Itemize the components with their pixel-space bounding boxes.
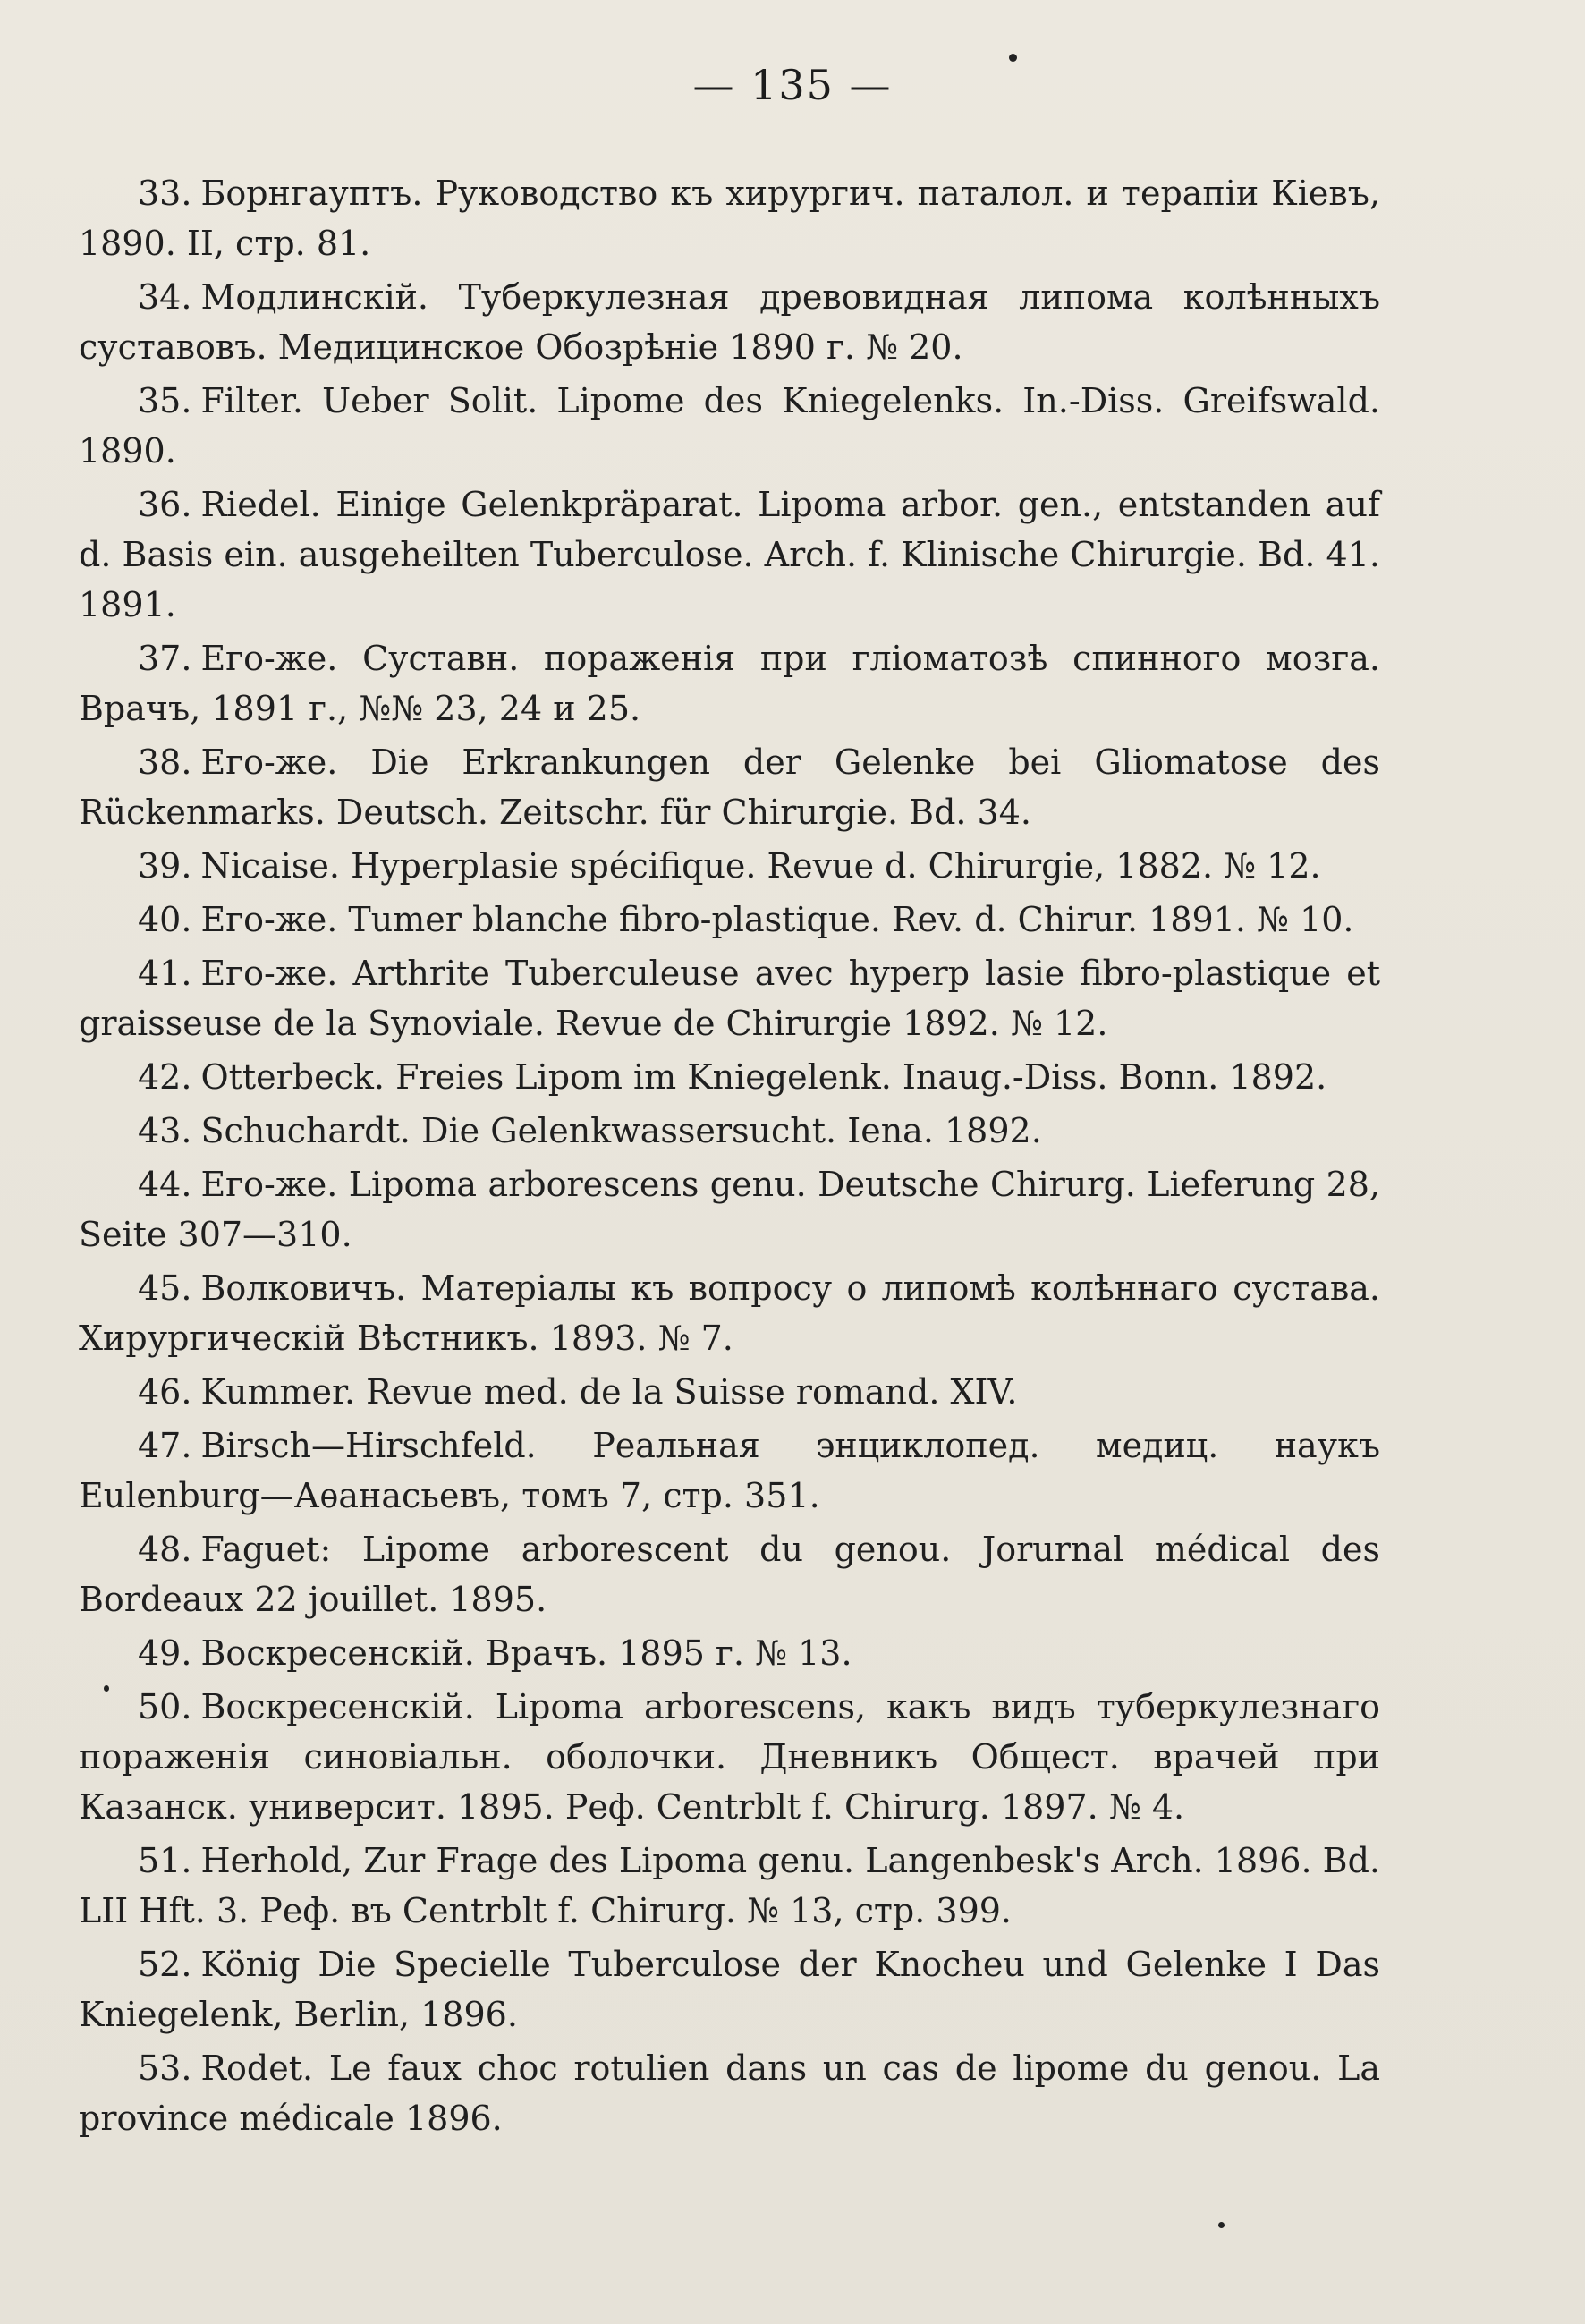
reference-number: 42.: [138, 1057, 192, 1097]
reference-item: [79, 1106, 1380, 1156]
reference-number: 49.: [138, 1633, 192, 1673]
reference-number: 43.: [138, 1111, 192, 1150]
reference-item: [79, 948, 1380, 1048]
reference-number: 40.: [138, 900, 192, 939]
reference-number: 52.: [138, 1945, 192, 1984]
reference-number: 38.: [138, 742, 192, 782]
reference-text: Herhold, Zur Frage des Lipoma genu. Langenbesk's Arch. 1896. Bd. LII Hft. 3. Реф. въ Centrblt f. Chirurg. № 13, стр. 399.: [79, 1841, 1380, 1930]
reference-item: [79, 633, 1380, 734]
reference-text: Kummer. Revue med. de la Suisse romand. XIV.: [200, 1372, 1018, 1412]
reference-item: [79, 1052, 1380, 1102]
reference-text: Воскресенскій. Врачъ. 1895 г. № 13.: [200, 1633, 852, 1673]
reference-text: Воскресенскій. Lipoma arborescens, какъ видъ туберкулезнаго пораженія синовіальн. оболочки. Дневникъ Общест. врачей при Казанск. университ. 1895. Реф. Centrblt f. Chirurg. 1897. № 4.: [79, 1687, 1380, 1827]
reference-text: Birsch—Hirschfeld. Реальная энциклопед. медиц. наукъ Eulenburg—Аѳанасьевъ, томъ 7, стр. 351.: [79, 1426, 1380, 1515]
reference-text: Модлинскій. Туберкулезная древовидная липома колѣнныхъ суставовъ. Медицинское Обозрѣніе 1890 г. № 20.: [79, 277, 1380, 367]
reference-item: [79, 272, 1380, 372]
reference-number: 37.: [138, 639, 192, 678]
reference-number: 48.: [138, 1530, 192, 1569]
reference-text: Schuchardt. Die Gelenkwassersucht. Iena. 1892.: [200, 1111, 1042, 1150]
print-speck: [1009, 54, 1017, 62]
reference-text: Его-же. Die Erkrankungen der Gelenke bei Gliomatose des Rückenmarks. Deutsch. Zeitschr. für Chirurgie. Bd. 34.: [79, 742, 1380, 832]
reference-number: 46.: [138, 1372, 192, 1412]
reference-item: [79, 1939, 1380, 2040]
reference-number: 53.: [138, 2048, 192, 2088]
reference-text: Riedel. Einige Gelenkpräparat. Lipoma arbor. gen., entstanden auf d. Basis ein. ausgeheilten Tuberculose. Arch. f. Klinische Chirurgie. Bd. 41. 1891.: [79, 485, 1380, 624]
reference-number: 44.: [138, 1165, 192, 1204]
reference-item: [79, 1524, 1380, 1624]
reference-item: [79, 737, 1380, 837]
page-number: — 135 —: [692, 61, 893, 109]
reference-text: Его-же. Суставн. пораженія при гліоматозѣ спинного мозга. Врачъ, 1891 г., №№ 23, 24 и 25.: [79, 639, 1380, 728]
reference-number: 51.: [138, 1841, 192, 1880]
reference-number: 45.: [138, 1268, 192, 1308]
reference-text: Волковичъ. Матеріалы къ вопросу о липомѣ колѣннаго сустава. Хирургическій Вѣстникъ. 1893. № 7.: [79, 1268, 1380, 1358]
reference-text: Его-же. Tumer blanche fibro-plastique. Rev. d. Chirur. 1891. № 10.: [200, 900, 1354, 939]
reference-number: 36.: [138, 485, 192, 524]
reference-text: Борнгауптъ. Руководство къ хирургич. паталол. и терапіи Кіевъ, 1890. II, стр. 81.: [79, 174, 1380, 263]
reference-item: [79, 2043, 1380, 2143]
reference-number: 33.: [138, 174, 192, 213]
reference-text: Faguet: Lipome arborescent du genou. Jorurnal médical des Bordeaux 22 jouillet. 1895.: [79, 1530, 1380, 1619]
reference-item: [79, 1367, 1380, 1417]
reference-text: Rodet. Le faux choc rotulien dans un cas de lipome du genou. La province médicale 1896.: [79, 2048, 1380, 2138]
reference-text: Otterbeck. Freies Lipom im Kniegelenk. Inaug.-Diss. Bonn. 1892.: [200, 1057, 1327, 1097]
reference-number: 47.: [138, 1426, 192, 1465]
reference-number: 50.: [138, 1687, 192, 1726]
reference-item: [79, 1421, 1380, 1521]
reference-item: [79, 1628, 1380, 1678]
reference-number: 35.: [138, 381, 192, 420]
reference-number: 41.: [138, 954, 192, 993]
reference-item: [79, 1159, 1380, 1260]
reference-number: 39.: [138, 846, 192, 886]
print-speck: [104, 1685, 109, 1692]
reference-item: [79, 1836, 1380, 1936]
reference-item: [79, 895, 1380, 945]
print-speck: [1218, 2222, 1225, 2228]
reference-text: Filter. Ueber Solit. Lipome des Kniegelenks. In.-Diss. Greifswald. 1890.: [79, 381, 1380, 471]
reference-text: Nicaise. Hyperplasie spécifique. Revue d. Chirurgie, 1882. № 12.: [200, 846, 1321, 886]
reference-list: [79, 168, 1380, 2147]
reference-item: [79, 1263, 1380, 1363]
reference-text: Его-же. Lipoma arborescens genu. Deutsche Chirurg. Lieferung 28, Seite 307—310.: [79, 1165, 1380, 1254]
reference-number: 34.: [138, 277, 192, 317]
reference-text: König Die Specielle Tuberculose der Knocheu und Gelenke I Das Kniegelenk, Berlin, 1896.: [79, 1945, 1380, 2034]
reference-item: [79, 479, 1380, 630]
reference-item: [79, 168, 1380, 268]
reference-text: Его-же. Arthrite Tuberculeuse avec hyperp lasie fibro-plastique et graisseuse de la Synoviale. Revue de Chirurgie 1892. № 12.: [79, 954, 1380, 1043]
reference-item: [79, 376, 1380, 476]
reference-item: [79, 841, 1380, 891]
reference-item: [79, 1682, 1380, 1832]
